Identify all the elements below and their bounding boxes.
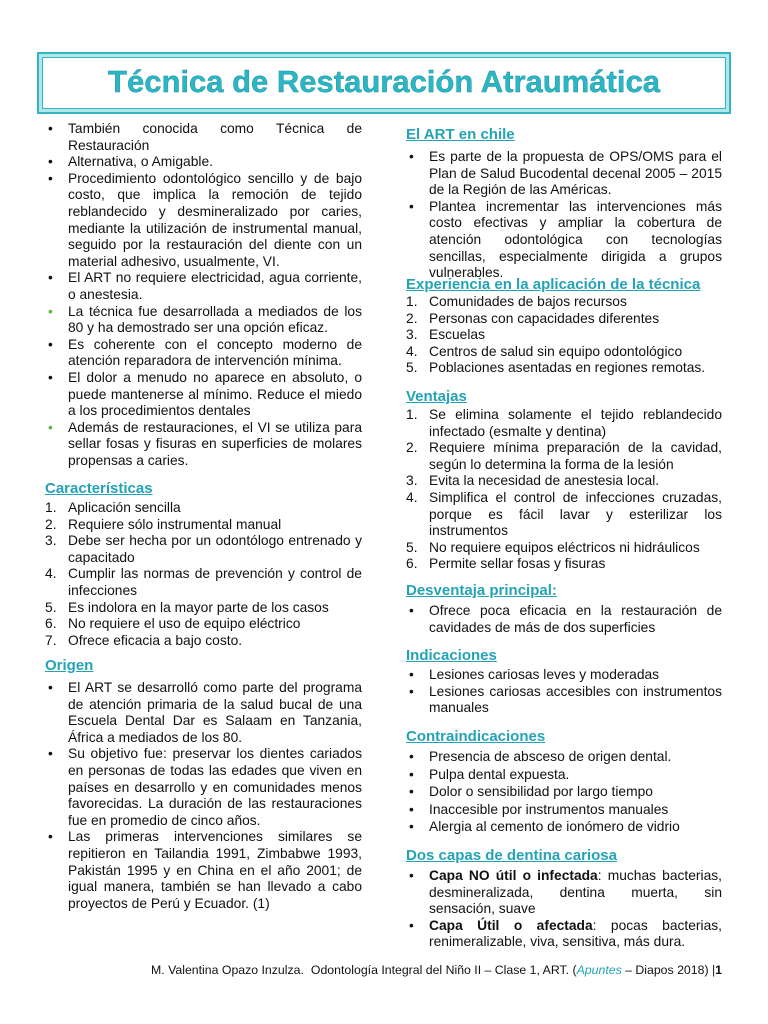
list-item: • Inaccesible por instrumentos manuales (406, 801, 722, 819)
list-item: Poblaciones asentadas en regiones remotas. (429, 360, 706, 376)
caracteristicas-list (45, 500, 362, 649)
list-item: • Su objetivo fue: preservar los dientes cariados en personas de todas las edades que viven en países en desarrollo y en comunidades menos favorecidas. La duración de las restauraciones fue en promedio de cinco años. (45, 746, 362, 829)
list-item: Centros de salud sin equipo odontológico (429, 343, 683, 359)
footer-author: M. Valentina Opazo Inzulza. (151, 963, 304, 977)
list-item: • Plantea incrementar las intervenciones más costo efectivas y ampliar la cobertura de atención odontológica con tecnologías sencillas, especialmente dirigida a grupos vulnerables. (406, 199, 722, 282)
heading-ventajas: Ventajas (406, 388, 467, 405)
list-item: Aplicación sencilla (68, 500, 181, 515)
page-title: Técnica de Restauración Atraumática (108, 63, 660, 99)
page-footer (151, 962, 722, 978)
list-item: Personas con capacidades diferentes (429, 310, 660, 326)
list-item: • El ART se desarrolló como parte del programa de atención primaria de la salud bucal de una Escuela Dental Dar es Salaam en Tanzania, África a mediados de los 80. (45, 680, 362, 746)
list-item: • También conocida como Técnica de Restauración (45, 121, 362, 154)
list-item: Cumplir las normas de prevención y control de infecciones (68, 566, 362, 598)
ventajas-list (406, 407, 722, 573)
list-item: No requiere equipos eléctricos ni hidráulicos (429, 539, 700, 555)
list-item: • Alternativa, o Amigable. (45, 154, 362, 171)
list-item: No requiere el uso de equipo eléctrico (68, 616, 301, 632)
heading-dentina: Dos capas de dentina cariosa (406, 847, 617, 864)
list-item: • Alergia al cemento de ionómero de vidrio (406, 818, 722, 836)
intro-list (45, 121, 362, 469)
indicaciones-list (406, 667, 722, 717)
list-item (406, 868, 722, 918)
list-item: Requiere sólo instrumental manual (68, 516, 282, 532)
list-item: • Es parte de la propuesta de OPS/OMS para el Plan de Salud Bucodental decenal 2005 – 2015 de la Región de las Américas. (406, 149, 722, 199)
list-item: Se elimina solamente el tejido reblandecido infectado (esmalte y dentina) (429, 407, 722, 439)
heading-experiencia: Experiencia en la aplicación de la técnica (406, 276, 701, 293)
list-item: Escuelas (429, 327, 485, 343)
page-number: 1 (715, 963, 722, 977)
list-item: • Lesiones cariosas accesibles con instrumentos manuales (406, 684, 722, 717)
list-item: Simplifica el control de infecciones cruzadas, porque es fácil lavar y esterilizar los instrumentos (429, 489, 722, 539)
list-item: Debe ser hecha por un odontólogo entrenado y capacitado (68, 533, 362, 565)
heading-contraindicaciones: Contraindicaciones (406, 728, 546, 745)
heading-indicaciones: Indicaciones (406, 647, 497, 664)
dentina-desc: : pocas bacterias, renimeralizable, viva, sensitiva, más dura. (429, 917, 722, 950)
footer-source: – Diapos 2018) | (621, 963, 716, 977)
title-banner (37, 52, 731, 114)
desventaja-list (406, 603, 722, 636)
list-item: • Es coherente con el concepto moderno de atención reparadora de intervención mínima. (45, 337, 362, 370)
origen-list (45, 680, 362, 912)
list-item: • Presencia de absceso de origen dental. (406, 748, 722, 766)
list-item: • Las primeras intervenciones similares se repitieron en Tailandia 1991, Zimbabwe 1993, Pakistán 1995 y en China en el año 2001; de igual manera, también se han llevado a cabo proyectos de Perú y Ecuador. (1) (45, 829, 362, 912)
list-item: Permite sellar fosas y fisuras (429, 556, 606, 572)
list-item (406, 918, 722, 951)
dentina-desc: : muchas bacterias, desmineralizada, dentina muerta, sin sensación, suave (429, 868, 722, 917)
experiencia-list (406, 294, 722, 377)
list-item: • Ofrece poca eficacia en la restauración de cavidades de más de dos superficies (406, 603, 722, 636)
heading-origen: Origen (45, 657, 94, 674)
footer-note: Apuntes (576, 963, 622, 977)
list-item: • Además de restauraciones, el VI se utiliza para sellar fosas y fisuras en superficies de molares propensas a caries. (45, 420, 362, 470)
list-item: • Dolor o sensibilidad por largo tiempo (406, 783, 722, 801)
list-item: Ofrece eficacia a bajo costo. (68, 632, 243, 648)
heading-chile: El ART en chile (406, 126, 515, 143)
footer-course: Odontología Integral del Niño II – Clase 1, ART. ( (310, 963, 577, 977)
list-item: • Procedimiento odontológico sencillo y de bajo costo, que implica la remoción de tejido reblandecido y desmineralizado por caries, mediante la utilización de instrumental manual, seguido por la restauración del diente con un material adhesivo, usualmente, VI. (45, 171, 362, 271)
dentina-list (406, 868, 722, 951)
dentina-term: Capa NO útil o infectada (429, 868, 598, 883)
heading-caracteristicas: Características (45, 480, 153, 497)
list-item: Comunidades de bajos recursos (429, 294, 627, 309)
list-item: Requiere mínima preparación de la cavidad, según lo determina la forma de la lesión (429, 440, 722, 472)
list-item: • Pulpa dental expuesta. (406, 766, 722, 784)
list-item: • La técnica fue desarrollada a mediados de los 80 y ha demostrado ser una opción eficaz. (45, 304, 362, 337)
heading-desventaja: Desventaja principal: (406, 582, 557, 599)
contraindicaciones-list (406, 748, 722, 836)
list-item: Evita la necesidad de anestesia local. (429, 473, 660, 489)
list-item: Es indolora en la mayor parte de los casos (68, 599, 329, 615)
list-item: • Lesiones cariosas leves y moderadas (406, 667, 722, 684)
list-item: • El ART no requiere electricidad, agua corriente, o anestesia. (45, 270, 362, 303)
chile-list (406, 149, 722, 282)
dentina-term: Capa Útil o afectada (429, 917, 593, 933)
list-item: • El dolor a menudo no aparece en absoluto, o puede mantenerse al mínimo. Reduce el miedo a los procedimientos dentales (45, 370, 362, 420)
